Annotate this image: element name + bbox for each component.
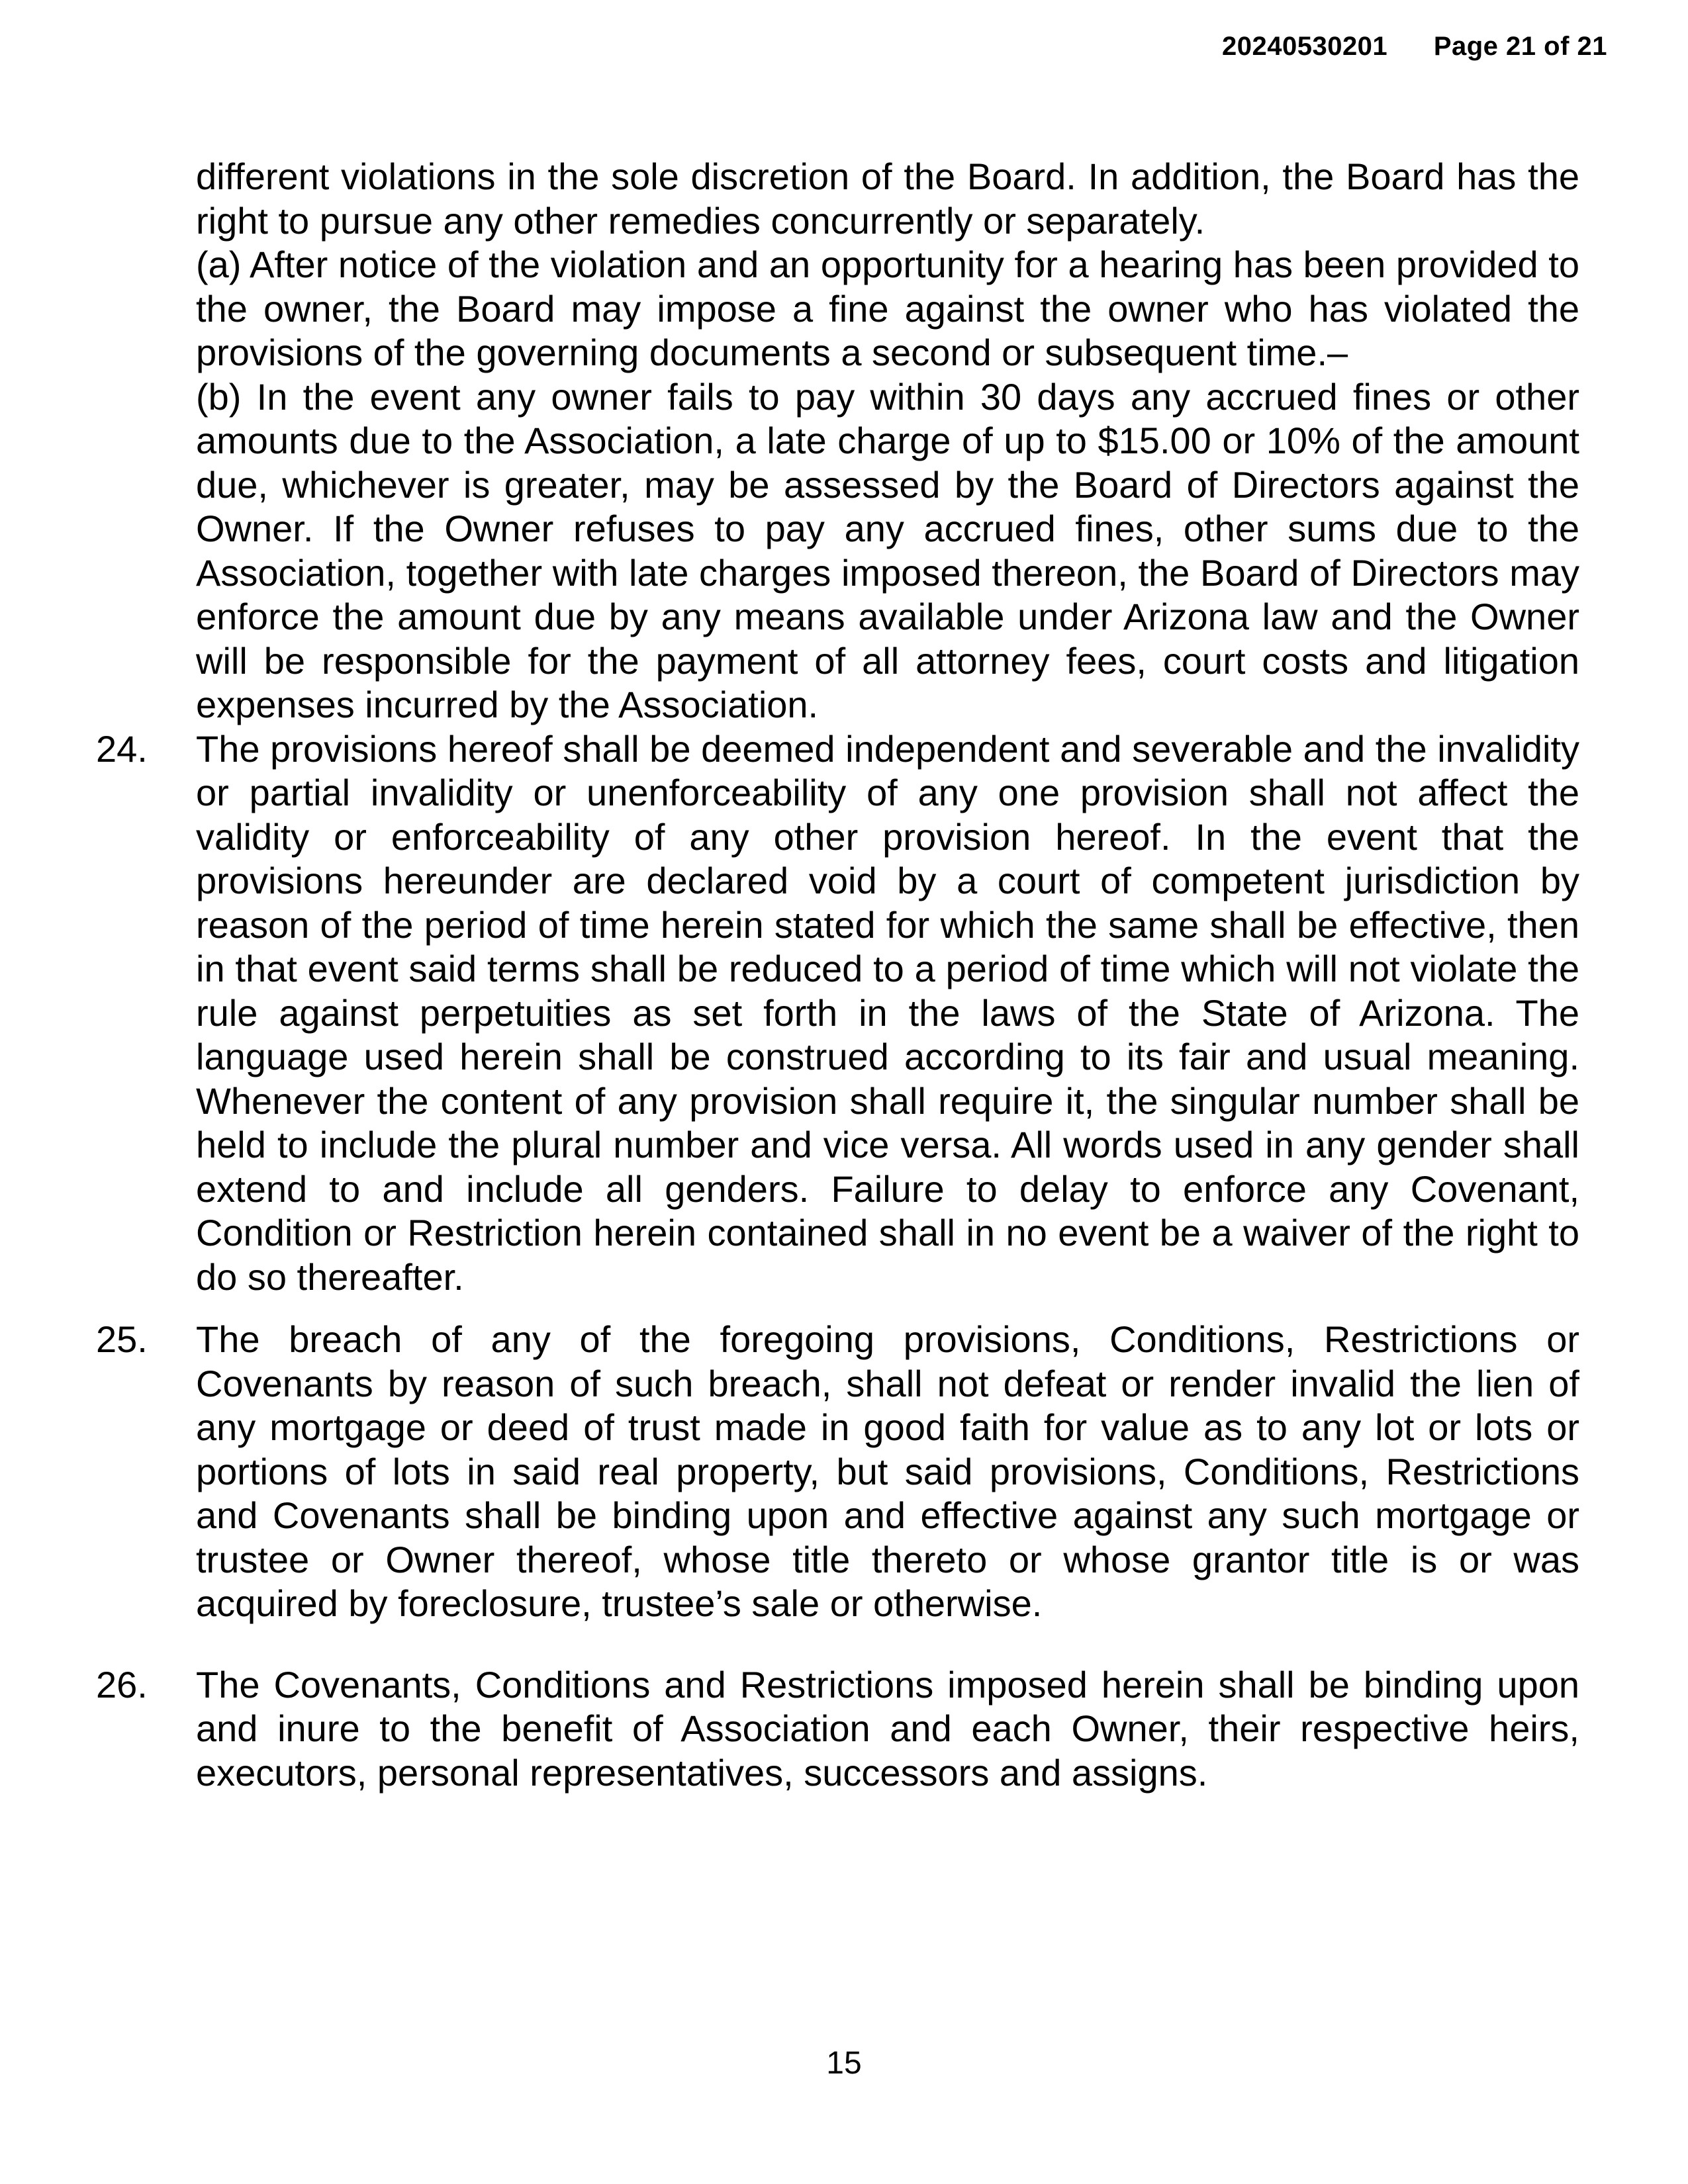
page-indicator: Page 21 of 21 <box>1433 32 1607 61</box>
subsection-b: (b) In the event any owner fails to pay within 30 days any accrued fines or other amounts due to the Association, a late charge of up to $15.00 or 10% of the amount due, whichever is greater, may be assessed by the Board of Directors against the Owner. If the Owner refuses to pay any accrued fines, other sums due to the Association, together with late charges imposed thereon, the Board of Directors may enforce the amount due by any means available under Arizona law and the Owner will be responsible for the payment of all attorney fees, court costs and litigation expenses incurred by the Association. <box>196 375 1579 725</box>
section-26 <box>96 1663 1579 1796</box>
section-number: 26. <box>96 1663 148 1706</box>
section-text: The Covenants, Conditions and Restrictions imposed herein shall be binding upon and inure to the benefit of Association and each Owner, their respective heirs, executors, personal representatives, successors and assigns. <box>196 1663 1579 1794</box>
subsection-a: (a) After notice of the violation and an opportunity for a hearing has been provided to the owner, the Board may impose a fine against the owner who has violated the provisions of the governing documents a second or subsequent time.– <box>196 244 1579 373</box>
document-header <box>1222 32 1607 62</box>
document-body <box>96 155 1579 1813</box>
section-number: 24. <box>96 727 148 770</box>
section-number: 25. <box>96 1318 148 1360</box>
section-24 <box>96 727 1579 1300</box>
recording-number: 20240530201 <box>1221 32 1388 61</box>
section-text: The breach of any of the foregoing provisions, Conditions, Restrictions or Covenants by reason of such breach, shall not defeat or render invalid the lien of any mortgage or deed of trust made in good faith for value as to any lot or lots or portions of lots in said real property, but said provisions, Conditions, Restrictions and Covenants shall be binding upon and effective against any such mortgage or trustee or Owner thereof, whose title thereto or whose grantor title is or was acquired by foreclosure, trustee’s sale or otherwise. <box>196 1318 1579 1624</box>
section-25 <box>96 1318 1579 1626</box>
continuation-paragraph: different violations in the sole discretion of the Board. In addition, the Board has the right to pursue any other remedies concurrently or separately. <box>196 156 1579 242</box>
page-number: 15 <box>826 2046 862 2081</box>
section-text: The provisions hereof shall be deemed independent and severable and the invalidity or partial invalidity or unenforceability of any one provision shall not affect the validity or enforceability of any other provision hereof. In the event that the provisions hereunder are declared void by a court of competent jurisdiction by reason of the period of time herein stated for which the same shall be effective, then in that event said terms shall be reduced to a period of time which will not violate the rule against perpetuities as set forth in the laws of the State of Arizona. The language used herein shall be construed according to its fair and usual meaning. Whenever the content of any provision shall require it, the singular number shall be held to include the plural number and vice versa. All words used in any gender shall extend to and include all genders. Failure to delay to enforce any Covenant, Condition or Restriction herein contained shall in no event be a waiver of the right to do so thereafter. <box>196 727 1579 1298</box>
